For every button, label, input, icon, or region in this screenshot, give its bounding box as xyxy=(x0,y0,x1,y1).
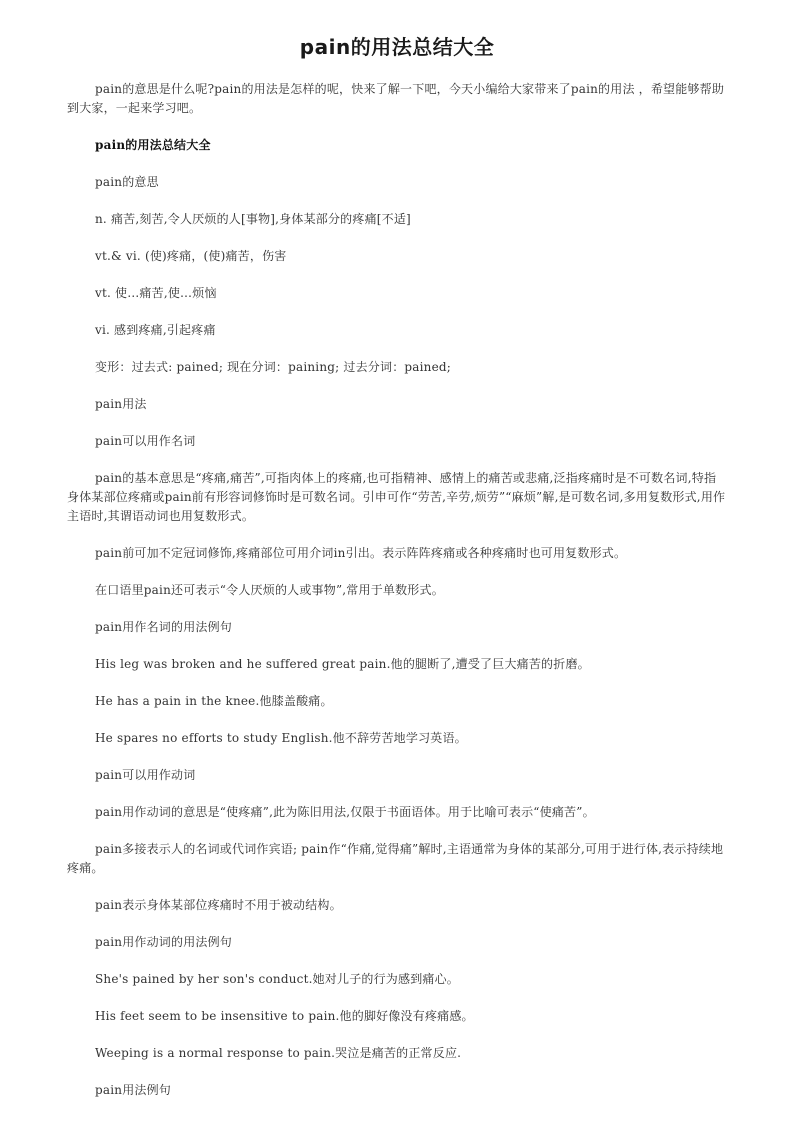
verb-usage-paragraph: pain用作动词的意思是“使疼痛”,此为陈旧用法,仅限于书面语体。用于比喻可表示“使痛苦”。 xyxy=(95,805,595,819)
subheading-noun-examples: pain用作名词的用法例句 xyxy=(95,620,233,634)
inflections: 变形：过去式: pained; 现在分词：paining; 过去分词：pained; xyxy=(95,360,452,374)
example-sentence: Weeping is a normal response to pain.哭泣是痛苦的正常反应. xyxy=(95,1046,462,1060)
subheading-meaning: pain的意思 xyxy=(95,175,159,189)
example-sentence: She's pained by her son's conduct.她对儿子的行为感到痛心。 xyxy=(95,972,460,986)
example-sentence: He has a pain in the knee.他膝盖酸痛。 xyxy=(95,694,333,708)
example-sentence: His feet seem to be insensitive to pain.他的脚好像没有疼痛感。 xyxy=(95,1009,474,1023)
subheading-verb-examples: pain用作动词的用法例句 xyxy=(95,935,233,949)
verb-passive-paragraph: pain表示身体某部位疼痛时不用于被动结构。 xyxy=(95,898,342,912)
noun-article-paragraph: pain前可加不定冠词修饰,疼痛部位可用介词in引出。表示阵阵疼痛或各种疼痛时也可用复数形式。 xyxy=(95,546,627,560)
colloquial-paragraph: 在口语里pain还可表示“令人厌烦的人或事物”,常用于单数形式。 xyxy=(95,583,444,597)
definition-noun: n. 痛苦,刻苦,令人厌烦的人[事物],身体某部分的疼痛[不适] xyxy=(95,212,411,226)
subheading-noun-usage: pain可以用作名词 xyxy=(95,434,196,448)
example-sentence: He spares no efforts to study English.他不辞劳苦地学习英语。 xyxy=(95,731,467,745)
intro-paragraph: pain的意思是什么呢?pain的用法是怎样的呢，快来了解一下吧，今天小编给大家带来了pain的用法 ，希望能够帮助到大家，一起来学习吧。 xyxy=(67,82,725,115)
verb-object-paragraph: pain多接表示人的名词或代词作宾语; pain作“作痛,觉得痛”解时,主语通常为身体的某部分,可用于进行体,表示持续地疼痛。 xyxy=(67,842,724,875)
definition-verb: vt.& vi. (使)疼痛，(使)痛苦，伤害 xyxy=(95,249,287,263)
definition-vi: vi. 感到疼痛,引起疼痛 xyxy=(95,323,216,337)
section-heading: pain的用法总结大全 xyxy=(95,138,211,152)
subheading-examples: pain用法例句 xyxy=(95,1083,172,1097)
noun-usage-paragraph: pain的基本意思是“疼痛,痛苦”,可指肉体上的疼痛,也可指精神、感情上的痛苦或悲痛,泛指疼痛时是不可数名词,特指身体某部位疼痛或pain前有形容词修饰时是可数名词。引申可作“劳苦,辛劳,烦劳”“麻烦”解,是可数名词,多用复数形式,用作主语时,其谓语动词也用复数形式。 xyxy=(67,471,726,523)
subheading-usage: pain用法 xyxy=(95,397,147,411)
subheading-verb-usage: pain可以用作动词 xyxy=(95,768,196,782)
definition-vt: vt. 使…痛苦,使…烦恼 xyxy=(95,286,217,300)
example-sentence: His leg was broken and he suffered great pain.他的腿断了,遭受了巨大痛苦的折磨。 xyxy=(95,657,590,671)
page-title: pain的用法总结大全 xyxy=(299,35,495,59)
